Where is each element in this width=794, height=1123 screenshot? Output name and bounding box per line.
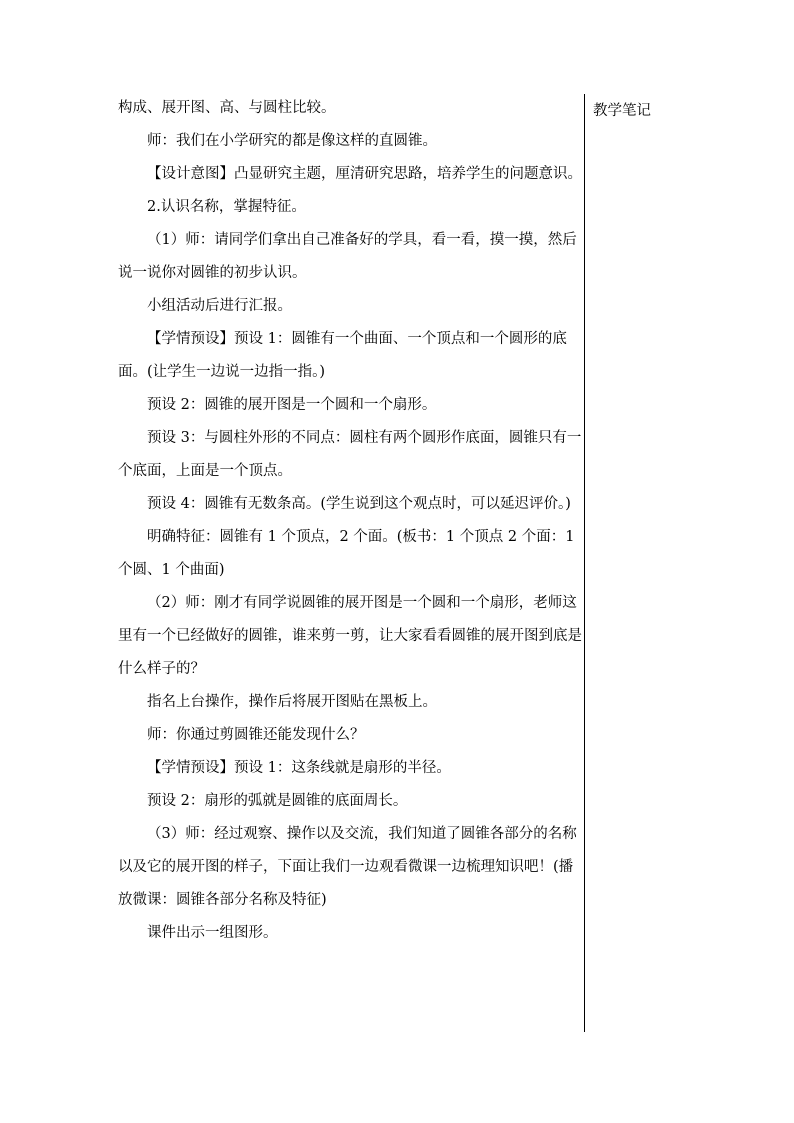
paragraph: 2.认识名称，掌握特征。 [147, 199, 306, 215]
paragraph: 预设 4：圆锥有无数条高。(学生说到这个观点时，可以延迟评价。) [147, 496, 571, 512]
paragraph: 【学情预设】预设 1：这条线就是扇形的半径。 [147, 760, 451, 776]
paragraph: 师：我们在小学研究的都是像这样的直圆锥。 [147, 133, 437, 149]
paragraph: 明确特征：圆锥有 1 个顶点，2 个面。(板书：1 个顶点 2 个面：1 个圆、1 个曲面) [118, 529, 575, 578]
paragraph: 预设 3：与圆柱外形的不同点：圆柱有两个圆形作底面，圆锥只有一个底面，上面是一个顶点。 [118, 430, 582, 479]
paragraph: 指名上台操作，操作后将展开图贴在黑板上。 [147, 694, 437, 710]
paragraph: 构成、展开图、高、与圆柱比较。 [118, 100, 336, 116]
paragraph: 小组活动后进行汇报。 [147, 298, 292, 314]
paragraph: 预设 2：圆锥的展开图是一个圆和一个扇形。 [147, 397, 437, 413]
column-divider [584, 94, 585, 1032]
teaching-notes-label: 教学笔记 [593, 103, 651, 119]
paragraph: （3）师：经过观察、操作以及交流，我们知道了圆锥各部分的名称以及它的展开图的样子，下面让我们一边观看微课一边梳理知识吧！(播放微课：圆锥各部分名称及特征) [118, 826, 577, 908]
paragraph: 【学情预设】预设 1：圆锥有一个曲面、一个顶点和一个圆形的底面。(让学生一边说一边指一指。) [118, 331, 567, 380]
paragraph: 预设 2：扇形的弧就是圆锥的底面周长。 [147, 793, 408, 809]
paragraph: 课件出示一组图形。 [147, 925, 278, 941]
paragraph: （1）师：请同学们拿出自己准备好的学具，看一看，摸一摸，然后说一说你对圆锥的初步认识。 [118, 232, 577, 281]
paragraph: （2）师：刚才有同学说圆锥的展开图是一个圆和一个扇形，老师这里有一个已经做好的圆锥，谁来剪一剪，让大家看看圆锥的展开图到底是什么样子的？ [118, 595, 582, 677]
paragraph: 师：你通过剪圆锥还能发现什么？ [147, 727, 365, 743]
paragraph: 【设计意图】凸显研究主题，厘清研究思路，培养学生的问题意识。 [147, 166, 582, 182]
lesson-text-column [118, 92, 582, 950]
